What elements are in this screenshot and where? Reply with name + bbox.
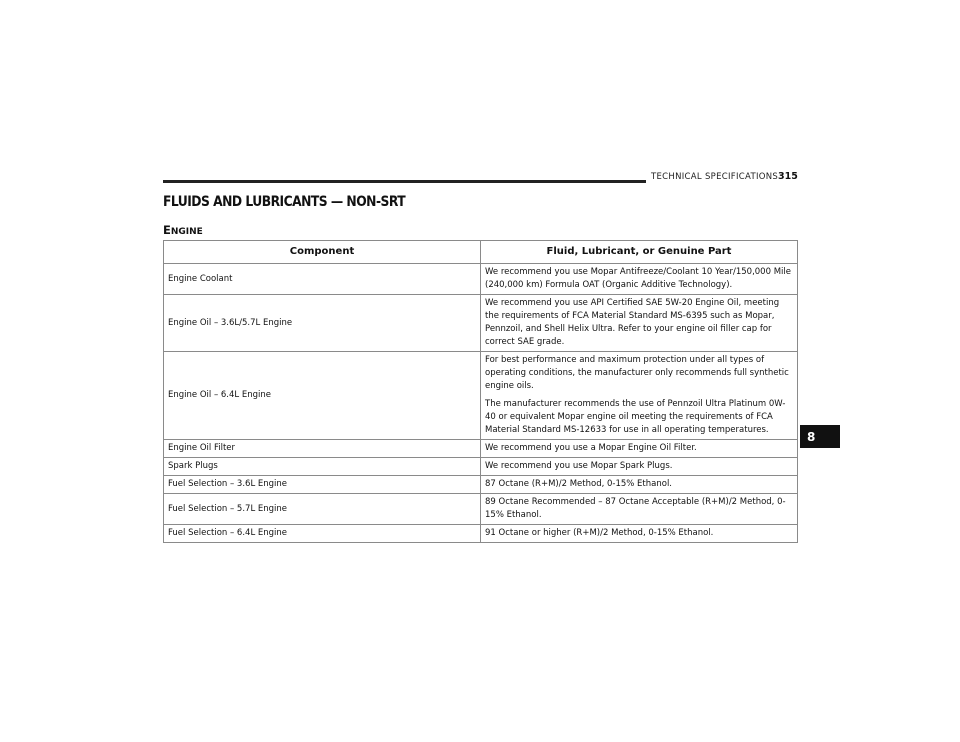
fluid-cell [481,352,798,440]
table-row [164,352,798,440]
column-header-component: Component [164,241,481,264]
subsection-title [163,219,203,238]
fluid-text: 89 Octane Recommended – 87 Octane Acceptable (R+M)/2 Method, 0-15% Ethanol. [485,497,786,520]
fluid-text: 87 Octane (R+M)/2 Method, 0-15% Ethanol. [485,479,673,489]
fluid-cell [481,264,798,295]
table-row [164,525,798,543]
fluid-cell [481,476,798,494]
fluid-cell [481,440,798,458]
component-cell: Engine Coolant [164,264,481,295]
fluid-cell [481,295,798,352]
fluid-text: The manufacturer recommends the use of Pennzoil Ultra Platinum 0W-40 or equivalent Mopar engine oil meeting the requirements of FCA Material Standard MS-12633 for use in all operating temperatures. [485,399,786,435]
fluid-cell [481,494,798,525]
table-row [164,264,798,295]
component-cell: Fuel Selection – 5.7L Engine [164,494,481,525]
chapter-tab[interactable]: 8 [800,425,840,448]
fluid-text: We recommend you use a Mopar Engine Oil Filter. [485,443,697,453]
component-cell: Engine Oil – 6.4L Engine [164,352,481,440]
component-cell: Engine Oil Filter [164,440,481,458]
table-header-row [164,241,798,264]
table-row [164,458,798,476]
fluid-text: We recommend you use Mopar Spark Plugs. [485,461,673,471]
component-cell: Fuel Selection – 6.4L Engine [164,525,481,543]
fluid-text: 91 Octane or higher (R+M)/2 Method, 0-15% Ethanol. [485,528,714,538]
table-row [164,440,798,458]
table-row [164,476,798,494]
table-row [164,295,798,352]
fluid-cell [481,458,798,476]
header-section-title: TECHNICAL SPECIFICATIONS [651,172,779,182]
component-cell: Fuel Selection – 3.6L Engine [164,476,481,494]
section-title: FLUIDS AND LUBRICANTS — NON-SRT [163,194,406,210]
subsection-rest: NGINE [170,227,203,237]
table-row [164,494,798,525]
component-cell: Spark Plugs [164,458,481,476]
page-number: 315 [778,171,798,182]
header-rule [163,180,646,183]
component-cell: Engine Oil – 3.6L/5.7L Engine [164,295,481,352]
fluid-text: For best performance and maximum protection under all types of operating conditions, the manufacturer only recommends full synthetic engine oils. [485,355,789,391]
column-header-fluid: Fluid, Lubricant, or Genuine Part [481,241,798,264]
fluid-cell [481,525,798,543]
fluid-text: We recommend you use API Certified SAE 5W-20 Engine Oil, meeting the requirements of FCA Material Standard MS-6395 such as Mopar, Pennzoil, and Shell Helix Ultra. Refer to your engine oil filler cap for correct SAE grade. [485,298,780,347]
fluids-table [163,240,798,543]
subsection-initial: E [163,223,171,237]
fluid-text: We recommend you use Mopar Antifreeze/Coolant 10 Year/150,000 Mile (240,000 km) Formula OAT (Organic Additive Technology). [485,267,791,290]
